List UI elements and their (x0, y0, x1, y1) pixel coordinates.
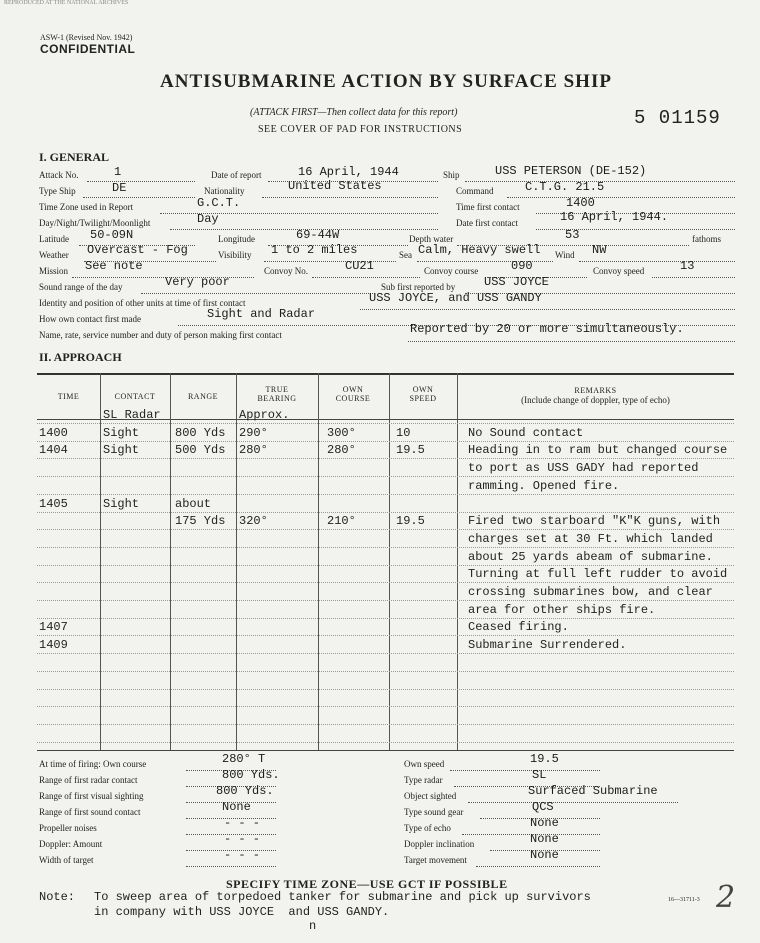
sub-reported-value: USS JOYCE (484, 275, 549, 289)
cell-bearing: Approx. (239, 408, 290, 422)
doppler-amount-value: - - - (224, 832, 261, 846)
other-units-value: USS JOYCE, and USS GANDY (369, 291, 542, 305)
person-value: Reported by 20 or more simultaneously. (410, 322, 684, 336)
day-night-value: Day (197, 212, 219, 226)
row-rule (37, 600, 734, 601)
propeller-label: Propeller noises (39, 823, 97, 833)
command-value: C.T.G. 21.5 (525, 180, 605, 194)
type-ship-value: DE (112, 181, 127, 195)
row-rule (37, 423, 734, 424)
cell-course: 300° (327, 425, 356, 440)
first-radar-value: 800 Yds. (222, 768, 280, 782)
own-contact-label: How own contact first made (39, 314, 141, 324)
weather-label: Weather (39, 250, 69, 260)
row-rule (37, 689, 734, 690)
date-report-label: Date of report (211, 170, 262, 180)
section-approach-heading: II. APPROACH (39, 350, 122, 364)
cell-remarks: Submarine Surrendered. (468, 638, 627, 653)
row-rule (37, 724, 734, 725)
section-general-heading: I. GENERAL (39, 150, 110, 164)
cell-remarks: No Sound contact (468, 425, 584, 440)
target-movement-value: None (530, 848, 559, 862)
row-rule (37, 565, 734, 566)
specify-time-zone: SPECIFY TIME ZONE—USE GCT IF POSSIBLE (226, 877, 508, 891)
cell-bearing: 290° (239, 425, 268, 440)
page-title: ANTISUBMARINE ACTION BY SURFACE SHIP (160, 71, 612, 92)
col-contact: CONTACT (114, 392, 156, 401)
cell-contact: Sight (103, 443, 140, 458)
doppler-inclination-label: Doppler inclination (404, 839, 475, 849)
sound-range-value: Very poor (165, 275, 230, 289)
row-rule (37, 635, 734, 636)
row-rule (37, 582, 734, 583)
ship-value: USS PETERSON (DE-152) (495, 164, 647, 178)
depth-water-label: Depth water (409, 234, 454, 244)
cell-remarks: Fired two starboard "K"K guns, with (468, 514, 721, 529)
form-code: ASW-1 (Revised Nov. 1942) (40, 33, 133, 42)
wind-value: NW (592, 243, 607, 257)
col-time: TIME (57, 392, 80, 401)
command-label: Command (456, 186, 494, 196)
cell-course: 210° (327, 514, 356, 529)
sea-label: Sea (399, 250, 412, 260)
instructions: SEE COVER OF PAD FOR INSTRUCTIONS (258, 124, 463, 135)
object-sighted-label: Object sighted (404, 791, 457, 801)
cell-remarks: ramming. Opened fire. (468, 478, 620, 493)
date-first-contact-value: 16 April, 1944. (560, 210, 669, 224)
row-rule (37, 671, 734, 672)
propeller-value: - - - (224, 816, 261, 830)
convoy-no-label: Convoy No. (264, 266, 309, 276)
longitude-value: 69-44W (296, 228, 340, 242)
archives-stamp: REPRODUCED AT THE NATIONAL ARCHIVES (4, 0, 129, 6)
weather-value: Overcast - Fog (87, 243, 188, 257)
date-report-value: 16 April, 1944 (298, 165, 399, 179)
time-zone-value: G.C.T. (197, 196, 241, 210)
sub-reported-label: Sub first reported by (381, 282, 456, 292)
cell-remarks: about 25 yards abeam of submarine. (468, 549, 713, 564)
sea-value: Calm, Heavy swell (418, 243, 541, 257)
type-sound-gear-value: QCS (532, 800, 554, 814)
cell-time: 1405 (39, 496, 68, 511)
row-rule (37, 706, 734, 707)
attack-no-label: Attack No. (39, 170, 79, 180)
first-radar-label: Range of first radar contact (39, 775, 138, 785)
type-radar-label: Type radar (404, 775, 443, 785)
own-speed-label: Own speed (404, 759, 445, 769)
attack-no-value: 1 (114, 165, 122, 179)
convoy-course-value: 090 (511, 259, 533, 273)
nationality-label: Nationality (204, 186, 245, 196)
cell-time: 1400 (39, 425, 68, 440)
width-target-label: Width of target (39, 855, 94, 865)
cell-speed: 10 (396, 425, 411, 440)
classification: CONFIDENTIAL (40, 42, 136, 56)
type-echo-value: None (530, 816, 559, 830)
own-speed-value: 19.5 (530, 752, 559, 766)
type-radar-value: SL (532, 768, 547, 782)
first-visual-value: 800 Yds. (216, 784, 274, 798)
width-target-value: - - - (224, 848, 261, 862)
time-first-contact-value: 1400 (566, 196, 595, 210)
first-sound-value: None (222, 800, 251, 814)
first-visual-label: Range of first visual sighting (39, 791, 144, 801)
row-rule (37, 742, 734, 743)
day-night-label: Day/Night/Twilight/Moonlight (39, 218, 151, 228)
first-sound-label: Range of first sound contact (39, 807, 141, 817)
convoy-speed-label: Convoy speed (593, 266, 645, 276)
own-contact-value: Sight and Radar (207, 307, 316, 321)
visibility-label: Visibility (218, 250, 252, 260)
cell-speed: 19.5 (396, 514, 425, 529)
printer-code: 16—31711-3 (668, 897, 700, 903)
visibility-value: 1 to 2 miles (271, 243, 358, 257)
convoy-course-label: Convoy course (424, 266, 479, 276)
row-rule (37, 547, 734, 548)
row-rule (37, 618, 734, 619)
date-first-contact-label: Date first contact (456, 218, 518, 228)
cell-contact: SL Radar (103, 408, 161, 422)
cell-remarks: area for other ships fire. (468, 602, 656, 617)
cell-range: about (175, 496, 212, 511)
col-remarks: REMARKS (574, 386, 617, 395)
row-rule (37, 476, 734, 477)
note-line-1: To sweep area of torpedoed tanker for submarine and pick up survivors (94, 890, 591, 904)
object-sighted-value: Surfaced Submarine (528, 784, 658, 798)
doppler-inclination-value: None (530, 832, 559, 846)
wind-label: Wind (555, 250, 575, 260)
depth-water-value: 53 (565, 228, 580, 242)
target-movement-label: Target movement (404, 855, 467, 865)
type-echo-label: Type of echo (404, 823, 451, 833)
cell-remarks: Ceased firing. (468, 620, 569, 635)
convoy-no-value: CU21 (345, 259, 374, 273)
subtitle: (ATTACK FIRST—Then collect data for this report) (250, 107, 458, 118)
other-units-label: Identity and position of other units at time of first contact (39, 298, 246, 308)
note-label: Note: (39, 890, 76, 904)
own-course-value: 280° T (222, 752, 266, 766)
row-rule (37, 494, 734, 495)
serial-number: 5 01159 (634, 107, 721, 129)
time-zone-label: Time Zone used in Report (39, 202, 134, 212)
convoy-speed-value: 13 (680, 259, 695, 273)
fathoms-label: fathoms (692, 234, 721, 244)
col-speed: OWN SPEED (409, 385, 437, 403)
mission-label: Mission (39, 266, 69, 276)
row-rule (37, 441, 734, 442)
row-rule (37, 653, 734, 654)
note-line-2: in company with USS JOYCE and USS GANDY. (94, 905, 390, 919)
cell-contact: Sight (103, 425, 140, 440)
cell-time: 1407 (39, 620, 68, 635)
cell-contact: Sight (103, 496, 140, 511)
person-label: Name, rate, service number and duty of person making first contact (39, 330, 282, 340)
row-rule (37, 529, 734, 530)
page-mark: n (309, 919, 317, 933)
longitude-label: Longitude (218, 234, 255, 244)
page-number: 2 (716, 880, 736, 915)
ship-label: Ship (443, 170, 460, 180)
row-rule (37, 458, 734, 459)
cell-remarks: charges set at 30 Ft. which landed (468, 531, 713, 546)
cell-time: 1409 (39, 638, 68, 653)
row-rule (37, 512, 734, 513)
cell-time: 1404 (39, 443, 68, 458)
cell-remarks: crossing submarines bow, and clear (468, 585, 713, 599)
type-ship-label: Type Ship (39, 186, 76, 196)
cell-speed: 19.5 (396, 443, 425, 458)
cell-range: 175 Yds (175, 514, 226, 529)
col-course: OWN COURSE (335, 385, 371, 403)
latitude-label: Latitude (39, 234, 69, 244)
own-course-label: At time of firing: Own course (39, 759, 147, 769)
cell-bearing: 280° (239, 443, 268, 458)
cell-course: 280° (327, 443, 356, 458)
type-sound-gear-label: Type sound gear (404, 807, 464, 817)
time-first-contact-label: Time first contact (456, 202, 520, 212)
mission-value: See note (85, 259, 143, 273)
col-bearing: TRUE BEARING (257, 385, 297, 403)
cell-range: 800 Yds (175, 425, 226, 440)
doppler-amount-label: Doppler: Amount (39, 839, 103, 849)
cell-remarks: Heading in to ram but changed course (468, 443, 728, 458)
nationality-value: United States (288, 179, 382, 193)
sound-range-label: Sound range of the day (39, 282, 123, 292)
col-range: RANGE (187, 392, 219, 401)
cell-bearing: 320° (239, 514, 268, 529)
cell-remarks: Turning at full left rudder to avoid (468, 567, 728, 582)
latitude-value: 50-09N (90, 228, 134, 242)
col-remarks-sub: (Include change of doppler, type of echo) (521, 395, 670, 405)
cell-range: 500 Yds (175, 443, 226, 458)
cell-remarks: to port as USS GADY had reported (468, 461, 699, 476)
